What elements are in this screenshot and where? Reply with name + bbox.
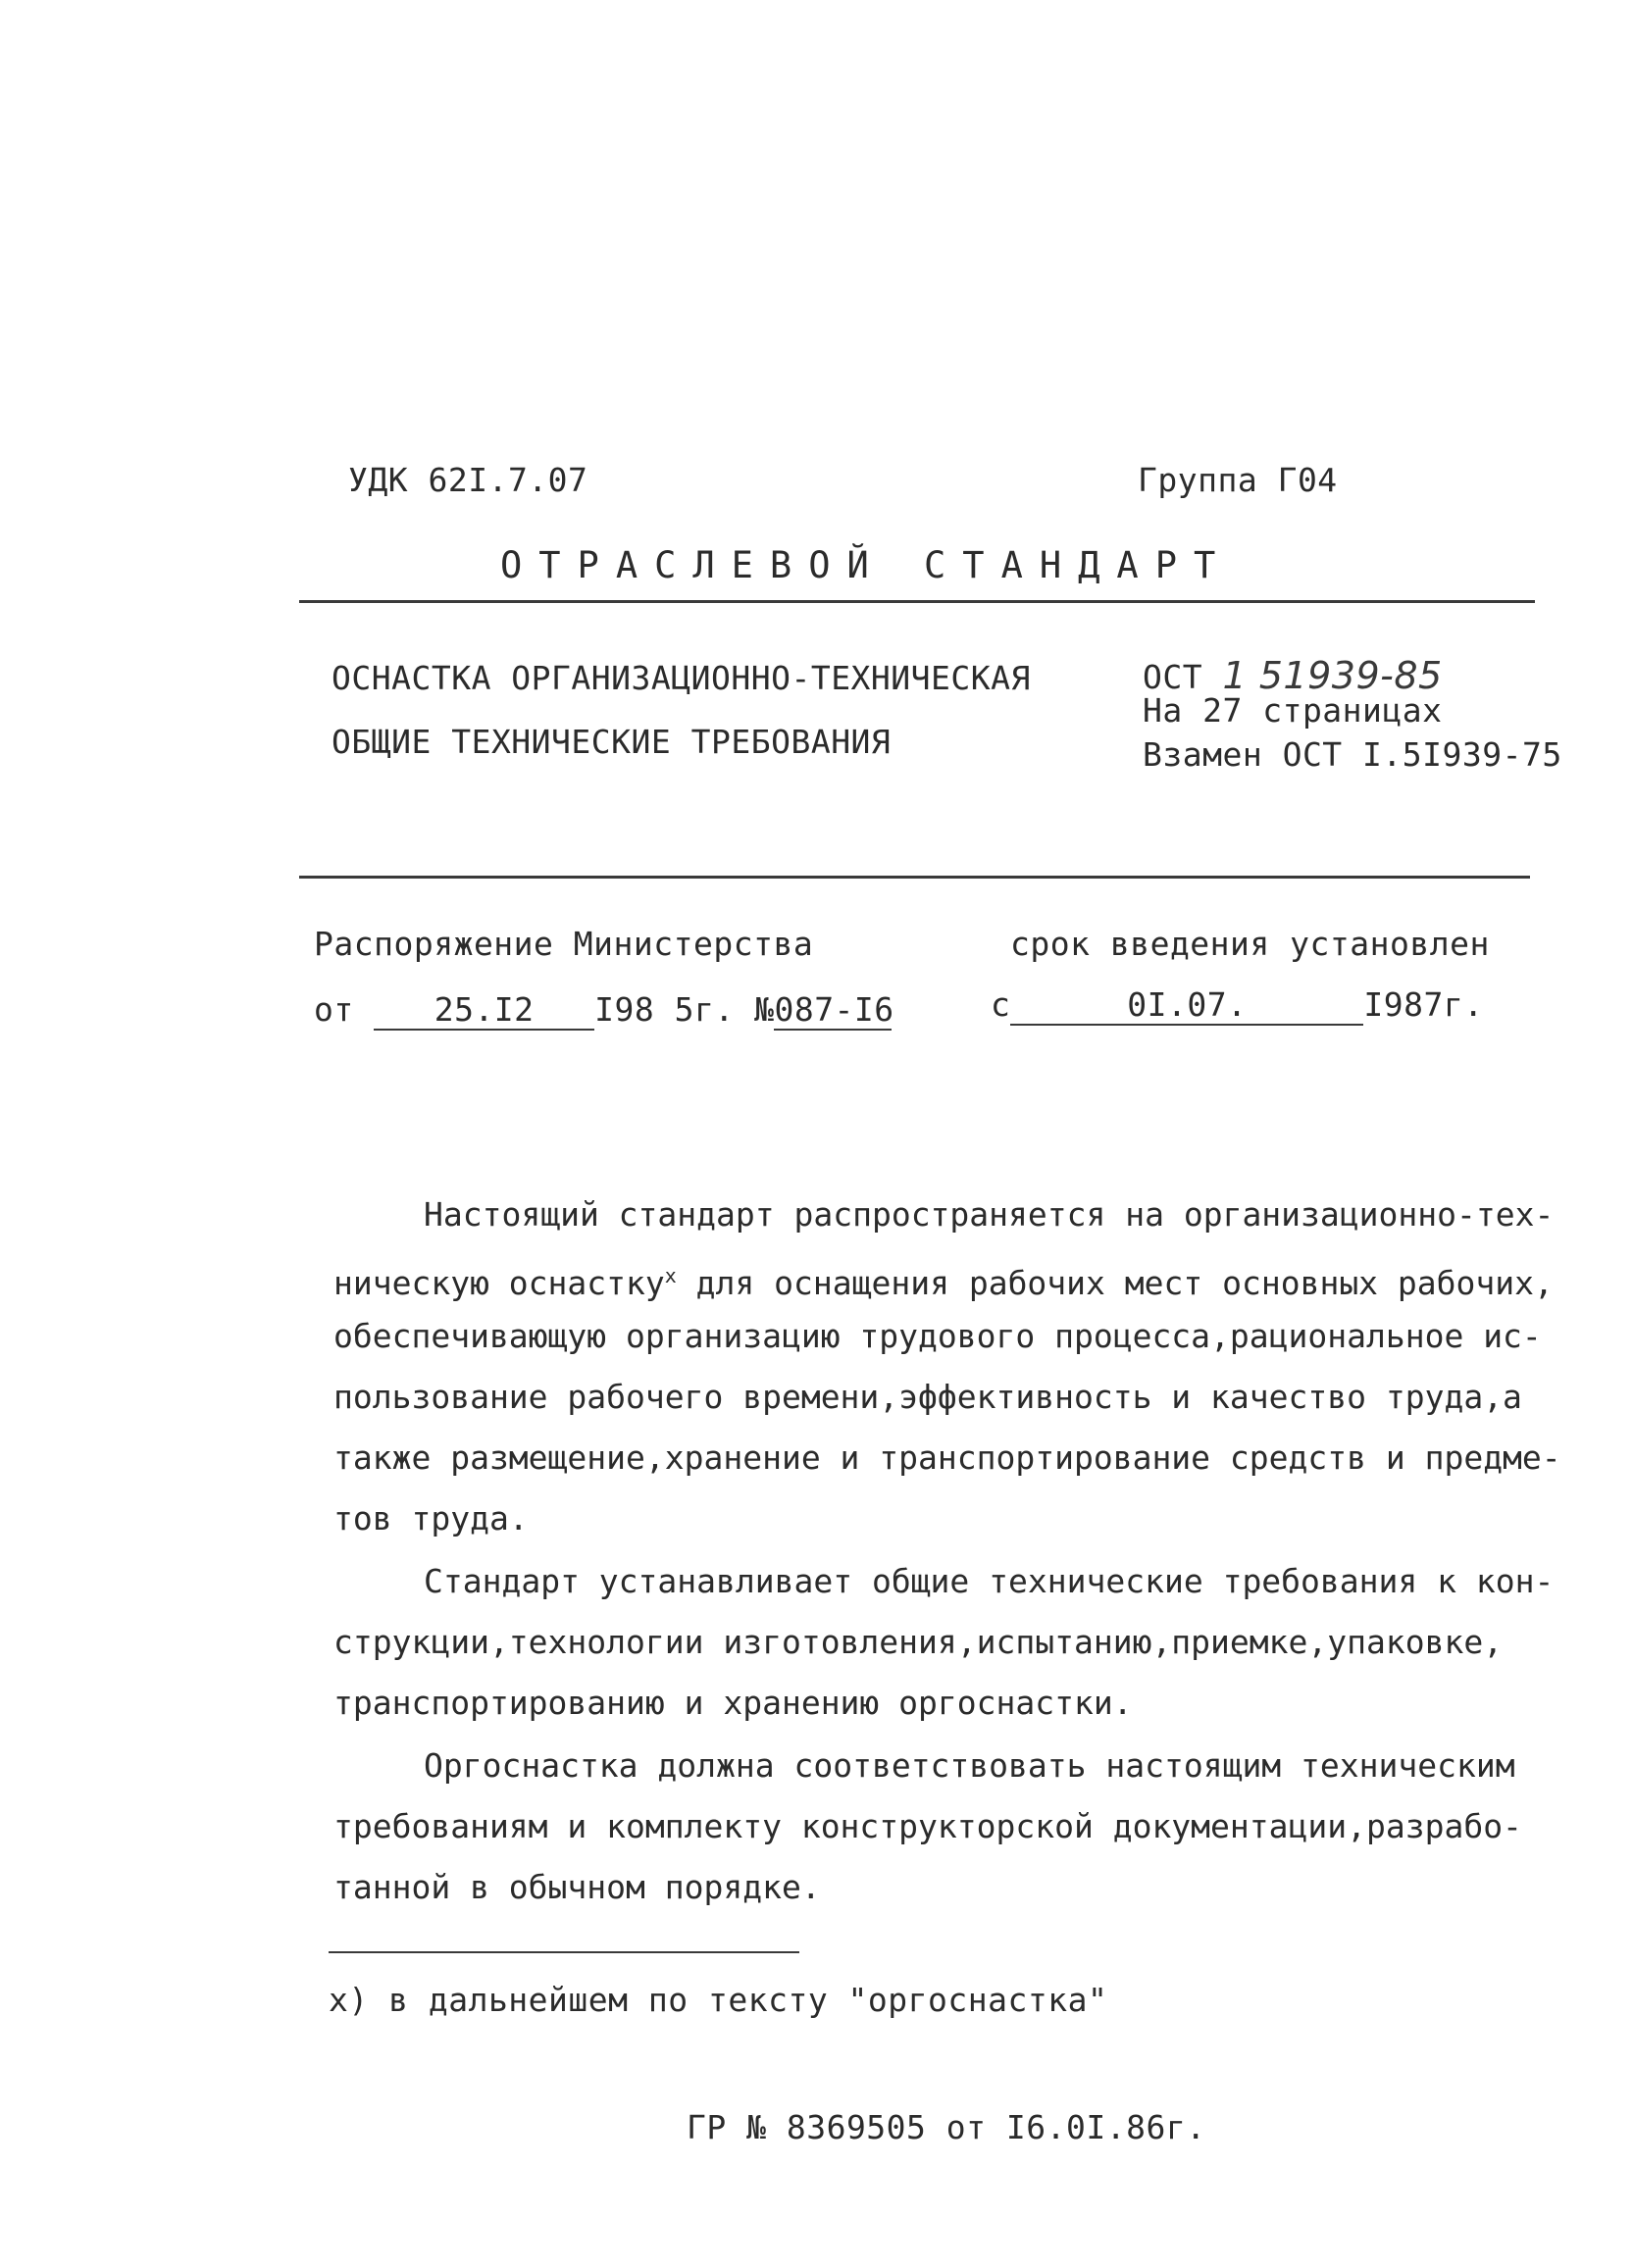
body-line: струкции,технологии изготовления,испытанию,приемке,упаковке,: [333, 1623, 1504, 1661]
body-text: ническую оснастку: [333, 1264, 665, 1302]
effective-prefix: с: [991, 985, 1011, 1024]
body-line: также размещение,хранение и транспортирование средств и предме-: [333, 1438, 1561, 1477]
effective-line: [991, 985, 1484, 1026]
body-line: транспортированию и хранению оргоснастки.: [333, 1684, 1133, 1722]
header-rule: [299, 876, 1530, 879]
replaces-standard: Взамен ОСТ I.5I939-75: [1143, 735, 1562, 774]
order-number-prefix: №: [754, 990, 775, 1029]
order-line: [314, 990, 892, 1031]
title-rule: [299, 600, 1535, 603]
group-code: Группа Г04: [1138, 461, 1338, 499]
ost-prefix: ОСТ: [1143, 658, 1203, 696]
body-text: для оснащения рабочих мест основных рабочих,: [676, 1264, 1554, 1302]
body-line: Настоящий стандарт распространяется на организационно-тех-: [424, 1195, 1555, 1234]
footnote: x) в дальнейшем по тексту "оргоснастка": [329, 1981, 1108, 2019]
standard-name-line2: ОБЩИЕ ТЕХНИЧЕСКИЕ ТРЕБОВАНИЯ: [332, 723, 892, 761]
order-from-prefix: от: [314, 990, 354, 1029]
footnote-marker: x: [664, 1264, 677, 1287]
order-number: 087-I6: [774, 990, 894, 1029]
effective-label: срок введения установлен: [1010, 925, 1490, 963]
body-line: требованиям и комплекту конструкторской документации,разрабо-: [333, 1807, 1522, 1845]
effective-year: I987г.: [1363, 985, 1484, 1024]
body-line: тов труда.: [333, 1499, 529, 1537]
body-line: Стандарт устанавливает общие технические требования к кон-: [424, 1562, 1555, 1600]
body-line: Оргоснастка должна соответствовать настоящим техническим: [424, 1746, 1515, 1785]
body-line: пользование рабочего времени,эффективность и качество труда,а: [333, 1378, 1522, 1416]
standard-name-line1: ОСНАСТКА ОРГАНИЗАЦИОННО-ТЕХНИЧЕСКАЯ: [332, 659, 1031, 697]
udk-code: УДК 62I.7.07: [348, 461, 588, 499]
effective-date: 0I.07.: [1010, 985, 1363, 1026]
body-line: обеспечивающую организацию трудового процесса,рациональное ис-: [333, 1317, 1542, 1355]
body-line: [333, 1245, 1554, 1314]
order-date: 25.I2: [374, 990, 594, 1031]
page-count: На 27 страницах: [1143, 691, 1443, 730]
order-year: I98 5г.: [594, 990, 735, 1029]
body-line: танной в обычном порядке.: [333, 1868, 821, 1906]
footnote-rule: [329, 1951, 799, 1953]
registration-number: ГР № 8369505 от I6.0I.86г.: [687, 2108, 1206, 2146]
document-title: ОТРАСЛЕВОЙ СТАНДАРТ: [500, 544, 1233, 586]
order-label: Распоряжение Министерства: [314, 925, 814, 963]
ost-number: 1 51939-85: [1222, 654, 1443, 697]
